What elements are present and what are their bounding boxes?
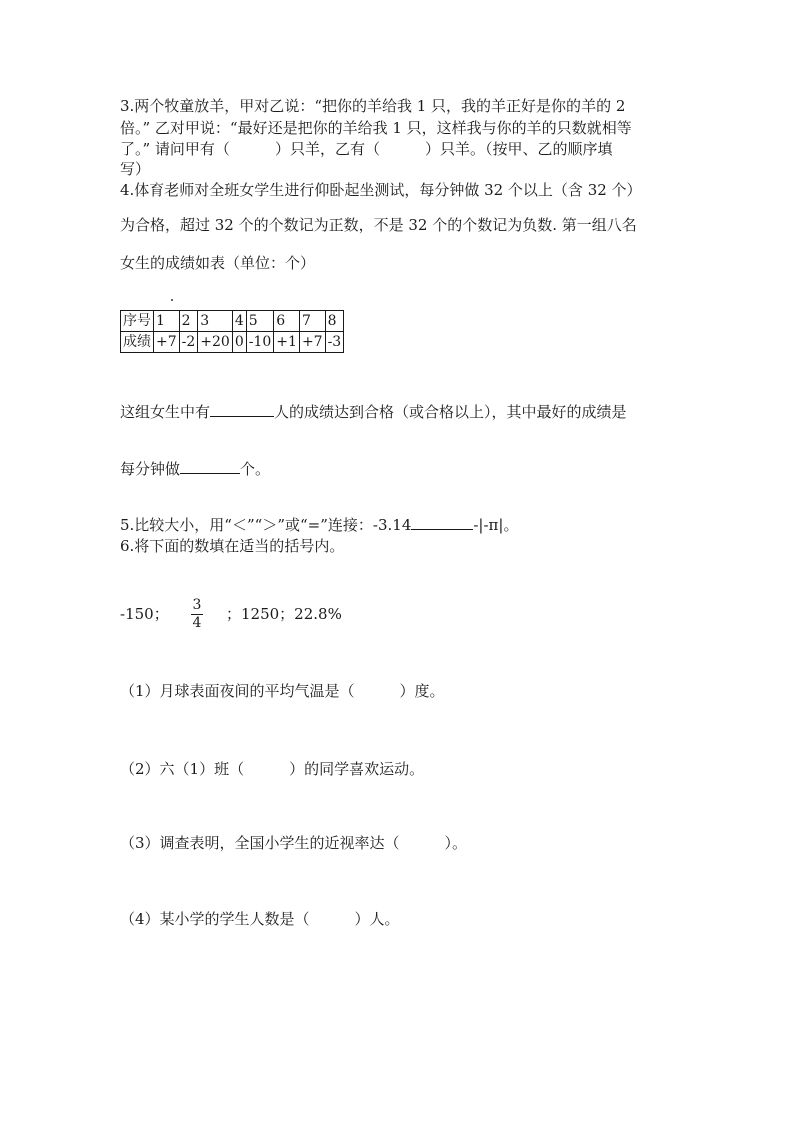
fraction-three-quarters (189, 597, 205, 632)
table-cell: 4 (232, 311, 246, 332)
q5-post: -|-π|。 (473, 516, 519, 534)
table-cell: 1 (154, 311, 180, 332)
q4-line-3: 女生的成绩如表（单位：个） (120, 254, 316, 272)
table-row (121, 332, 344, 353)
table-cell: 3 (198, 311, 233, 332)
score-table (120, 310, 344, 353)
table-row (121, 311, 344, 332)
table-cell: +7 (299, 332, 325, 353)
q6-item-3: （3）调查表明，全国小学生的近视率达（ ）。 (120, 834, 468, 852)
q4-answer-line-1 (120, 400, 627, 422)
table-cell: +1 (274, 332, 300, 353)
table-header-cell: 成绩 (121, 332, 154, 353)
q4-line-2: 为合格，超过 32 个的个数记为正数，不是 32 个的个数记为负数. 第一组八名 (120, 216, 637, 234)
table-cell: +20 (198, 332, 233, 353)
table-cell: -2 (179, 332, 198, 353)
table-cell: -3 (325, 332, 344, 353)
q5-line (120, 513, 518, 535)
table-cell: 6 (274, 311, 300, 332)
q4-answer-2-pre: 每分钟做 (120, 460, 181, 478)
fraction-numerator: 3 (192, 597, 202, 613)
blank-underline[interactable] (210, 400, 274, 417)
q6-num-1: -150； (120, 605, 169, 623)
fraction-denominator: 4 (192, 615, 202, 631)
q6-item-1: （1）月球表面夜间的平均气温是（ ）度。 (120, 682, 445, 700)
table-cell: -10 (246, 332, 274, 353)
q6-item-4: （4）某小学的学生人数是（ ）人。 (120, 910, 400, 928)
q6-title: 6.将下面的数填在适当的括号内。 (120, 537, 345, 555)
q3-line-4: 写） (120, 160, 151, 178)
blank-underline[interactable] (411, 513, 473, 530)
q4-answer-1-post: 人的成绩达到合格（或合格以上），其中最好的成绩是 (274, 403, 627, 421)
table-header-cell: 序号 (121, 311, 154, 332)
q4-answer-1-pre: 这组女生中有 (120, 403, 211, 421)
q4-answer-line-2 (120, 457, 270, 479)
blank-underline[interactable] (180, 457, 240, 474)
q4-line-1: 4.体育老师对全班女学生进行仰卧起坐测试，每分钟做 32 个以上（含 32 个） (120, 181, 642, 199)
table-cell: 5 (246, 311, 274, 332)
stray-dot (171, 299, 173, 301)
q3-line-3: 了。” 请问甲有（ ）只羊，乙有（ ）只羊。（按甲、乙的顺序填 (120, 140, 613, 158)
table-cell: 7 (299, 311, 325, 332)
q4-answer-2-post: 个。 (240, 460, 271, 478)
table-cell: +7 (154, 332, 180, 353)
table-cell: 2 (179, 311, 198, 332)
q3-line-1: 3.两个牧童放羊，甲对乙说：“把你的羊给我 1 只，我的羊正好是你的羊的 2 (120, 97, 626, 115)
table-cell: 0 (232, 332, 246, 353)
table-cell: 8 (325, 311, 344, 332)
q3-line-2: 倍。” 乙对甲说：“最好还是把你的羊给我 1 只，这样我与你的羊的只数就相等 (120, 119, 632, 137)
q6-rest-numbers: ；1250；22.8% (226, 605, 342, 623)
q5-pre: 5.比较大小，用“＜”“＞”或“=”连接：-3.14 (120, 516, 412, 534)
q6-item-2: （2）六（1）班（ ）的同学喜欢运动。 (120, 760, 425, 778)
